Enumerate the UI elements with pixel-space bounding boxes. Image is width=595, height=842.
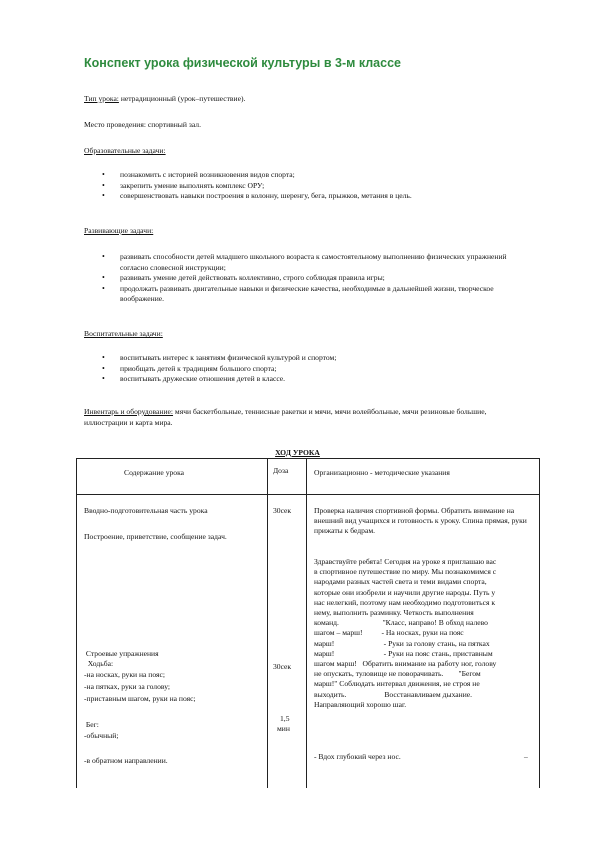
greeting-line: нас нелегкий, поэтому нам необходимо подготовиться к bbox=[314, 597, 496, 607]
greeting-line: не опускать, туловище не поворачивать. "Бегом bbox=[314, 669, 481, 679]
run-item: -в обратном направлении. bbox=[84, 756, 168, 765]
table-header-rule bbox=[76, 494, 540, 495]
venue: Место проведения: спортивный зал. bbox=[84, 120, 201, 129]
page-title: Конспект урока физической культуры в 3-м классе bbox=[84, 56, 401, 70]
walk-item: -на пятках, руки за голову; bbox=[84, 682, 171, 691]
header-dose: Доза bbox=[273, 466, 289, 475]
greeting-line: народами разных частей света и теми видами спорта, bbox=[314, 577, 487, 587]
list-item: • развивать умение детей действовать коллективно, строго соблюдая правила игры; bbox=[84, 273, 524, 284]
dose-value: 30сек bbox=[273, 662, 292, 671]
header-content: Содержание урока bbox=[124, 468, 185, 477]
list-item: • совершенствовать навыки построения в колонну, шеренгу, бега, прыжков, метания в цель. bbox=[84, 191, 524, 202]
list-item: • воспитывать дружеские отношения детей в классе. bbox=[84, 374, 524, 385]
lesson-type bbox=[84, 94, 245, 104]
breath-note: - Вдох глубокий через нос. bbox=[314, 752, 401, 761]
walk-label: Ходьба: bbox=[84, 659, 114, 668]
inventory-value: мячи баскетбольные, теннисные ракетки и мячи, мячи волейбольные, мячи резиновые большие, иллюстрации и карта мира. bbox=[84, 407, 487, 427]
drill-label: Строевые упражнения bbox=[84, 649, 159, 658]
greeting-line: шагом – марш! - На носках, руки на пояс bbox=[314, 628, 464, 638]
greeting-line: команд. "Класс, направо! В обход налево bbox=[314, 618, 488, 628]
dash-mark: – bbox=[524, 752, 528, 761]
greeting-line: нему, выполнить разминку. Четкость выполнения bbox=[314, 608, 474, 618]
intro-part: Вводно-подготовительная часть урока bbox=[84, 506, 208, 515]
list-item: • познакомить с историей возникновения видов спорта; bbox=[84, 170, 524, 181]
greeting-line: Здравствуйте ребята! Сегодня на уроке я приглашаю вас bbox=[314, 557, 497, 566]
form-check-text: Проверка наличия спортивной формы. Обратить внимание на внешний вид учащихся и готовность к уроку. Спина прямая, руки прижаты к бедрам. bbox=[314, 506, 527, 536]
walk-item: -приставным шагом, руки на пояс; bbox=[84, 694, 196, 703]
table-border-right bbox=[539, 458, 540, 788]
inventory bbox=[84, 406, 524, 428]
dose-value: 1,5 bbox=[280, 714, 290, 723]
table-border-top bbox=[76, 458, 540, 459]
inventory-label: Инвентарь и оборудование: bbox=[84, 407, 174, 416]
greeting-block bbox=[314, 557, 496, 710]
dose-value: мин bbox=[277, 724, 290, 733]
dev-tasks-list bbox=[84, 252, 524, 305]
table-col-divider-1 bbox=[267, 458, 268, 788]
greeting-line: выходить. Восстанавливаем дыхание. bbox=[314, 689, 473, 699]
edu-tasks-list bbox=[84, 170, 524, 202]
list-item: • развивать способности детей младшего школьного возраста к самостоятельному выполнению физических упражнений согласно словесной инструкции; bbox=[84, 252, 524, 273]
edu-tasks-heading: Образовательные задачи: bbox=[84, 146, 166, 155]
course-heading: ХОД УРОКА bbox=[275, 448, 320, 457]
list-item: • закрепить умение выполнять комплекс ОРУ; bbox=[84, 181, 524, 192]
intro-text: Построение, приветствие, сообщение задач. bbox=[84, 532, 227, 541]
table-col-divider-2 bbox=[306, 458, 307, 788]
lesson-type-value: нетрадиционный (урок–путешествие). bbox=[118, 94, 246, 103]
greeting-line: марш! - Руки за голову стань, на пятках bbox=[314, 638, 490, 648]
list-item: • приобщать детей к традициям большого спорта; bbox=[84, 364, 524, 375]
table-border-left bbox=[76, 458, 77, 788]
greeting-line: марш!" Соблюдать интервал движения, не строя не bbox=[314, 679, 480, 689]
list-item: • воспитывать интерес к занятиям физической культурой и спортом; bbox=[84, 353, 524, 364]
header-methods: Организационно - методические указания bbox=[314, 468, 450, 477]
lesson-type-label: Тип урока: bbox=[84, 94, 119, 103]
list-item: • продолжать развивать двигательные навыки и физические качества, необходимые в дальнейшей жизни, творческое воображение. bbox=[84, 284, 524, 305]
walk-item: -на носках, руки на пояс; bbox=[84, 670, 165, 679]
lesson-table bbox=[76, 458, 540, 788]
greeting-line: Направляющий хорошо шаг. bbox=[314, 699, 407, 709]
dose-value: 30сек bbox=[273, 506, 292, 515]
greeting-line: которые они изобрели и научили другие народы. Путь у bbox=[314, 587, 496, 597]
run-item: -обычный; bbox=[84, 731, 119, 740]
upbr-tasks-heading: Воспитательные задачи: bbox=[84, 329, 163, 338]
greeting-line: шагом марш! Обратить внимание на работу ног, голову bbox=[314, 659, 497, 669]
greeting-line: марш! - Руки на пояс стань, приставным bbox=[314, 648, 493, 658]
greeting-line: в спортивное путешествие по миру. Мы познакомимся с bbox=[314, 567, 497, 577]
run-label: Бег: bbox=[84, 720, 99, 729]
dev-tasks-heading: Развивающие задачи: bbox=[84, 226, 154, 235]
upbr-tasks-list bbox=[84, 353, 524, 385]
